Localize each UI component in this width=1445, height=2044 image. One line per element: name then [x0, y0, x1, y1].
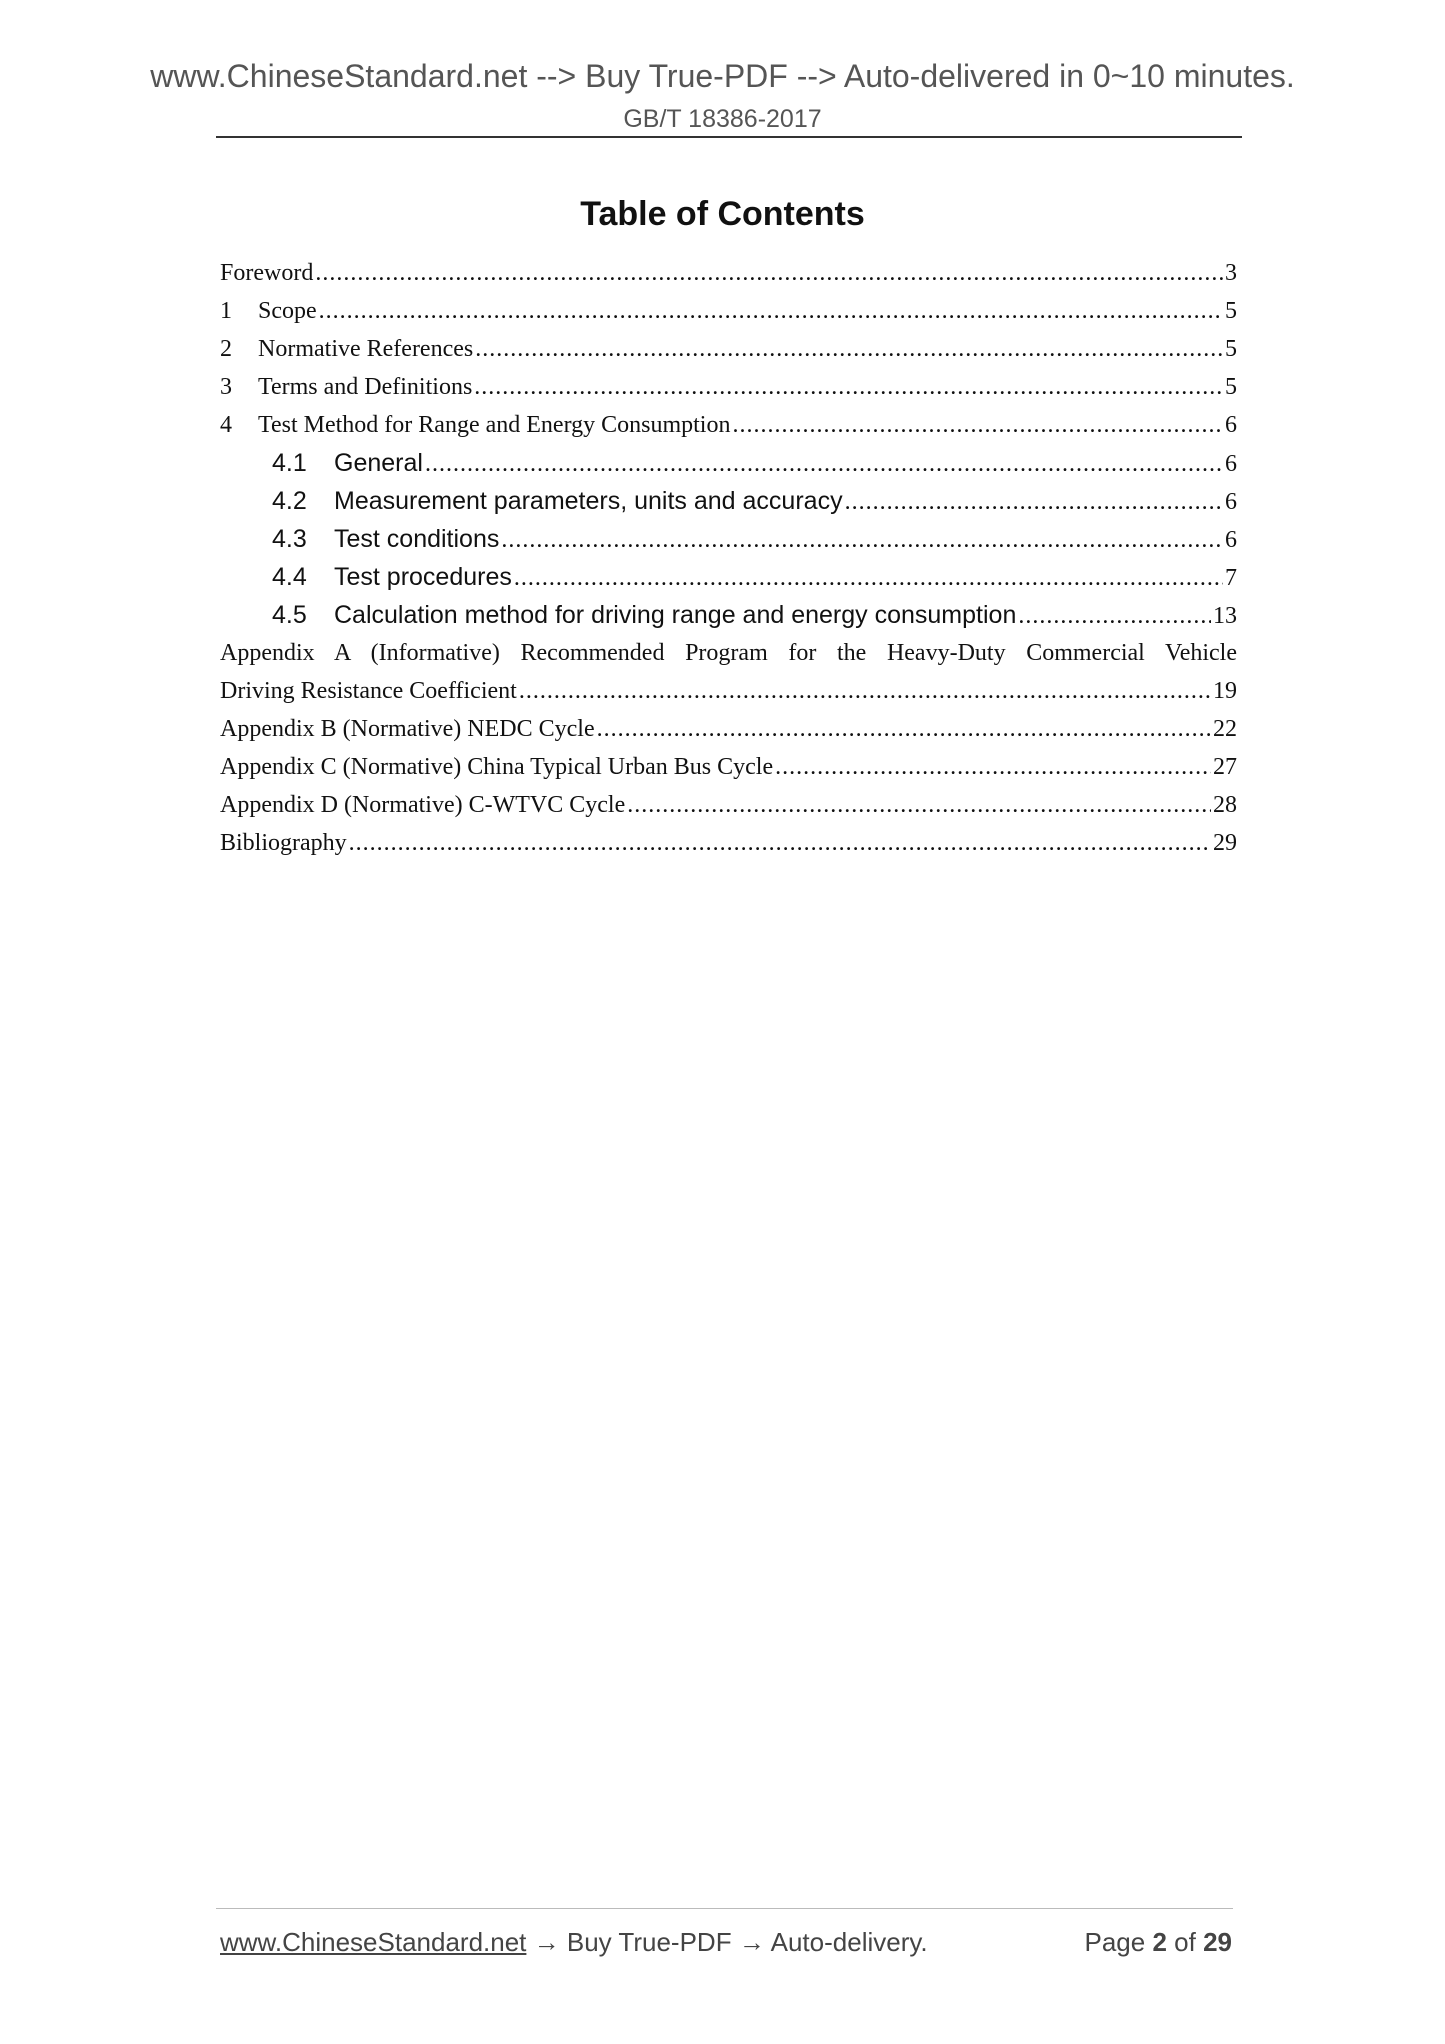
toc-entry-page: 29: [1213, 830, 1237, 856]
toc-entry-page: 13: [1213, 603, 1237, 629]
toc-entry-normative-references[interactable]: [220, 330, 1237, 368]
page-footer: [220, 1924, 1232, 1960]
toc-entry-number: 4.4: [272, 563, 307, 591]
toc-entry-terms[interactable]: [220, 368, 1237, 406]
toc-entry-label: Measurement parameters, units and accuracy: [334, 487, 843, 515]
toc-entry-label: Foreword: [220, 260, 314, 286]
dot-leader: [627, 786, 1211, 824]
toc-list: [220, 254, 1237, 862]
toc-entry-appendix-d[interactable]: [220, 786, 1237, 824]
dot-leader: [775, 748, 1211, 786]
arrow-icon: →: [533, 1927, 560, 1957]
page-of: of: [1174, 1927, 1196, 1957]
dot-leader: [425, 445, 1223, 483]
header-rule: [216, 136, 1242, 138]
toc-entry-label: Bibliography: [220, 830, 347, 856]
toc-entry-page: 6: [1225, 451, 1237, 477]
toc-entry-label: Test procedures: [334, 563, 512, 591]
dot-leader: [501, 521, 1223, 559]
toc-entry-label: Appendix D (Normative) C-WTVC Cycle: [220, 792, 626, 818]
page-current: 2: [1152, 1927, 1167, 1957]
toc-entry-page: 5: [1225, 374, 1237, 400]
toc-entry-test-method[interactable]: [220, 406, 1237, 444]
toc-entry-label: Scope: [258, 298, 317, 324]
toc-entry-label: General: [334, 449, 423, 477]
toc-entry-label: Test conditions: [334, 525, 500, 553]
toc-entry-label: Calculation method for driving range and energy consumption: [334, 601, 1017, 629]
toc-title: Table of Contents: [580, 195, 865, 233]
toc-entry-bibliography[interactable]: [220, 824, 1237, 862]
toc-entry-number: 3: [220, 374, 232, 400]
toc-entry-page: 22: [1213, 716, 1237, 742]
toc-entry-page: 3: [1225, 260, 1237, 286]
toc-entry-page: 5: [1225, 298, 1237, 324]
footer-site-link[interactable]: www.ChineseStandard.net: [220, 1927, 527, 1957]
toc-entry-4-2[interactable]: [220, 482, 1237, 520]
toc-entry-page: 5: [1225, 336, 1237, 362]
page-total: 29: [1203, 1927, 1232, 1957]
arrow-icon: →: [738, 1927, 765, 1957]
dot-leader: [474, 368, 1223, 406]
dot-leader: [597, 710, 1211, 748]
dot-leader: [514, 559, 1223, 597]
footer-delivery-text: Auto-delivery.: [770, 1927, 928, 1957]
toc-entry-page: 19: [1213, 678, 1237, 704]
toc-entry-label: Test Method for Range and Energy Consumption: [258, 412, 731, 438]
toc-entry-number: 4.5: [272, 601, 307, 629]
dot-leader: [845, 483, 1223, 521]
dot-leader: [475, 330, 1223, 368]
toc-entry-number: 2: [220, 336, 232, 362]
toc-entry-appendix-a[interactable]: [220, 634, 1237, 710]
toc-entry-scope[interactable]: [220, 292, 1237, 330]
toc-entry-page: 6: [1225, 489, 1237, 515]
page-number: [1084, 1924, 1232, 1960]
footer-rule: [216, 1908, 1233, 1909]
dot-leader: [319, 292, 1223, 330]
toc-entry-page: 28: [1213, 792, 1237, 818]
toc-entry-number: 4.1: [272, 449, 307, 477]
toc-entry-4-3[interactable]: [220, 520, 1237, 558]
dot-leader: [315, 254, 1223, 292]
page-prefix: Page: [1084, 1927, 1146, 1957]
toc-entry-appendix-c[interactable]: [220, 748, 1237, 786]
footer-buy-text: Buy True-PDF: [566, 1927, 732, 1957]
toc-entry-4-4[interactable]: [220, 558, 1237, 596]
toc-entry-label: Normative References: [258, 336, 474, 362]
toc-entry-page: 7: [1225, 565, 1237, 591]
toc-entry-number: 4: [220, 412, 232, 438]
toc-entry-label: Appendix C (Normative) China Typical Urban Bus Cycle: [220, 754, 774, 780]
dot-leader: [349, 824, 1211, 862]
toc-entry-page: 27: [1213, 754, 1237, 780]
toc-entry-number: 4.3: [272, 525, 307, 553]
dot-leader: [1018, 597, 1211, 635]
toc-entry-number: 1: [220, 298, 232, 324]
toc-entry-4-5[interactable]: [220, 596, 1237, 634]
standard-code: GB/T 18386-2017: [623, 105, 822, 133]
dot-leader: [732, 406, 1223, 444]
footer-links: [220, 1924, 928, 1960]
toc-entry-page: 6: [1225, 527, 1237, 553]
toc-entry-label: Appendix B (Normative) NEDC Cycle: [220, 716, 595, 742]
toc-entry-label: Driving Resistance Coefficient: [220, 678, 517, 704]
toc-entry-number: 4.2: [272, 487, 307, 515]
toc-entry-4-1[interactable]: [220, 444, 1237, 482]
dot-leader: [519, 672, 1211, 710]
toc-entry-label: Terms and Definitions: [258, 374, 473, 400]
toc-entry-appendix-b[interactable]: [220, 710, 1237, 748]
toc-entry-foreword[interactable]: [220, 254, 1237, 292]
toc-entry-label-line1: Appendix A (Informative) Recommended Program for the Heavy-Duty Commercial Vehicle: [220, 640, 1237, 666]
header-banner: www.ChineseStandard.net --> Buy True-PDF --> Auto-delivered in 0~10 minutes.: [150, 58, 1295, 94]
toc-entry-page: 6: [1225, 412, 1237, 438]
